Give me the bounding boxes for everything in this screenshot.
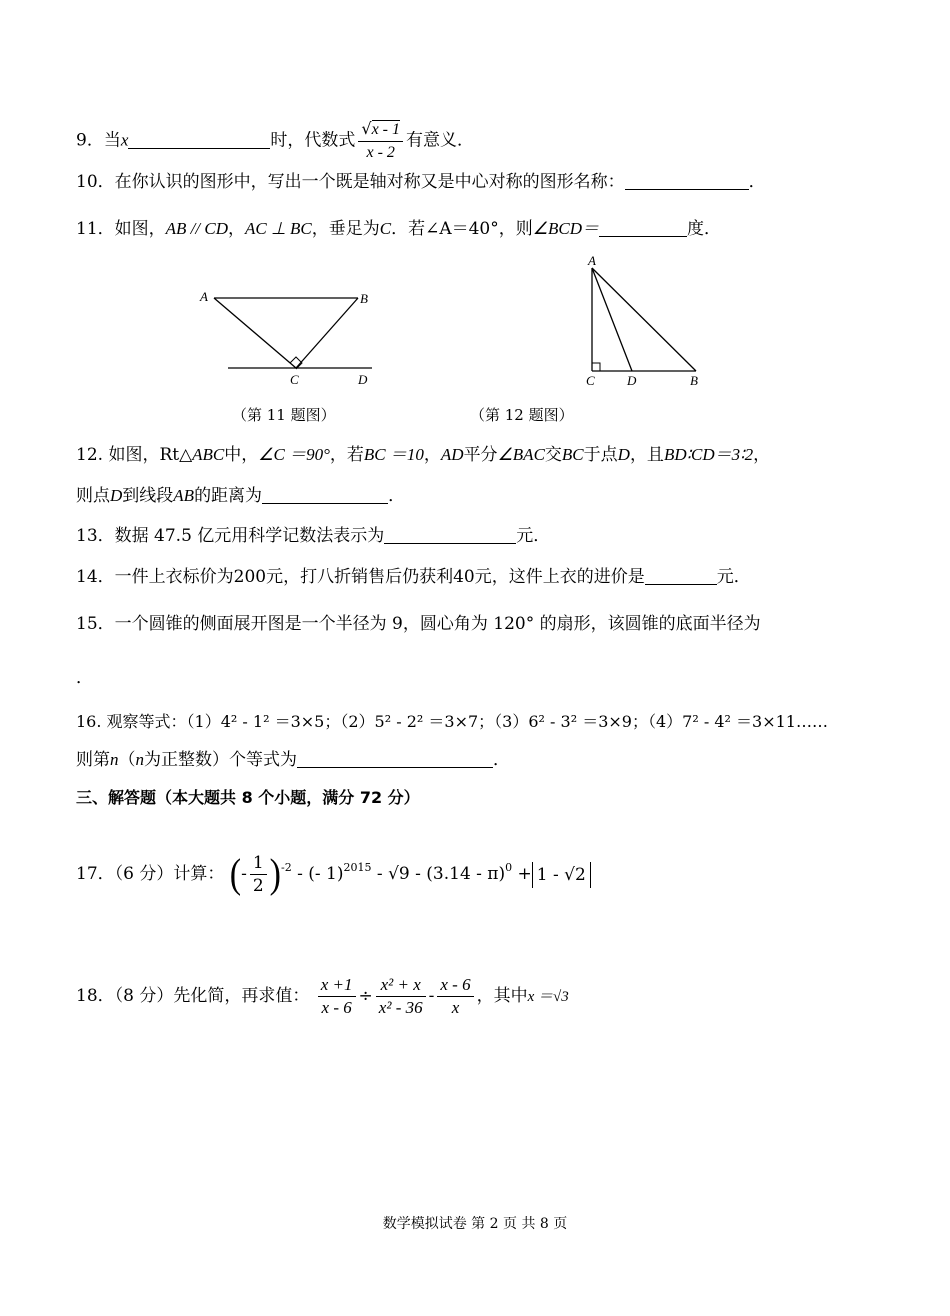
line-ad xyxy=(592,268,632,371)
label-d: D xyxy=(358,372,368,387)
label-c: C xyxy=(586,373,595,388)
question-16: 16. 观察等式：（1）4² - 1² ＝3×5；（2）5² - 2² ＝3×7；（3）6² - 3² ＝3×9；（4）7² - 4² ＝3×11…… xyxy=(76,712,828,731)
question-12: 12. 如图，Rt△ABC中，∠C ＝90°，若BC ＝10，AD平分∠BAC交BC于点D，且BD∶CD＝3∶2， xyxy=(76,445,771,465)
figure-12 xyxy=(580,250,710,390)
page-footer: 数学模拟试卷 第 2 页 共 8 页 xyxy=(382,1216,568,1232)
label-a: A xyxy=(588,253,596,268)
label-c: C xyxy=(290,372,299,387)
answer-blank[interactable] xyxy=(262,485,388,504)
answer-blank[interactable] xyxy=(128,130,270,149)
answer-blank[interactable] xyxy=(384,525,516,544)
question-15-continued: ． xyxy=(76,668,93,688)
fraction: $\frac{√x - 1}{x - 2}$ xyxy=(358,118,403,164)
line-bc xyxy=(296,298,358,368)
section-title: 三、解答题（本大题共 8 个小题，满分 72 分） xyxy=(76,788,420,807)
question-17: 17．（6 分）计算： (- $\frac{1}{2}$ )$^{-2}$ - (- 1)$^{2015}$ - √9 - (3.14 - π)$^0$ + 1 - √2 xyxy=(76,848,591,897)
figure-11-caption: （第 11 题图） xyxy=(232,406,336,424)
question-12-continued: 则点D到线段AB的距离为 ． xyxy=(76,486,406,506)
question-13: 13．数据 47.5 亿元用科学记数法表示为 元． xyxy=(76,526,551,546)
label-b: B xyxy=(690,373,698,388)
answer-blank[interactable] xyxy=(625,171,749,190)
label-a: A xyxy=(200,289,208,304)
question-16-continued: 则第n（n为正整数）个等式为 ． xyxy=(76,750,510,770)
right-angle-mark xyxy=(592,363,600,371)
sqrt-sign: √ xyxy=(361,119,372,138)
line-ab xyxy=(592,268,696,371)
question-9: 9．当x 时，代数式 $\frac{√x - 1}{x - 2}$ 有意义． xyxy=(76,118,474,164)
label-b: B xyxy=(360,291,368,306)
label-d: D xyxy=(627,373,637,388)
question-11: 11．如图，AB // CD，AC ⊥ BC，垂足为C．若∠A＝40°，则∠BCD＝ 度． xyxy=(76,219,721,239)
figure-12-caption: （第 12 题图） xyxy=(470,406,574,424)
fraction: $\frac{x +1}{x - 6}$ xyxy=(318,974,356,1019)
answer-blank[interactable] xyxy=(599,218,687,237)
figure-11 xyxy=(190,280,390,390)
fraction: $\frac{\text{x² + x}}{\text{x² - 36}}$ xyxy=(376,974,426,1019)
question-10: 10．在你认识的图形中，写出一个既是轴对称又是中心对称的图形名称： ． xyxy=(76,172,766,192)
answer-blank[interactable] xyxy=(297,749,493,768)
question-18: 18．（8 分）先化简，再求值： $\frac{x +1}{x - 6}$ ÷ $\frac{\text{x² + x}}{\text{x² - 36}}$ - $\frac{x - 6}{x}$ ，其中x ＝√3 xyxy=(76,975,569,1017)
fraction: $\frac{1}{2}$ xyxy=(250,852,267,897)
answer-blank[interactable] xyxy=(645,566,717,585)
fraction: $\frac{x - 6}{x}$ xyxy=(437,974,473,1019)
question-15: 15．一个圆锥的侧面展开图是一个半径为 9，圆心角为 120° 的扇形，该圆锥的底面半径为 xyxy=(76,614,761,634)
question-14: 14．一件上衣标价为200元，打八折销售后仍获利40元，这件上衣的进价是 元． xyxy=(76,567,751,587)
line-ac xyxy=(214,298,296,368)
